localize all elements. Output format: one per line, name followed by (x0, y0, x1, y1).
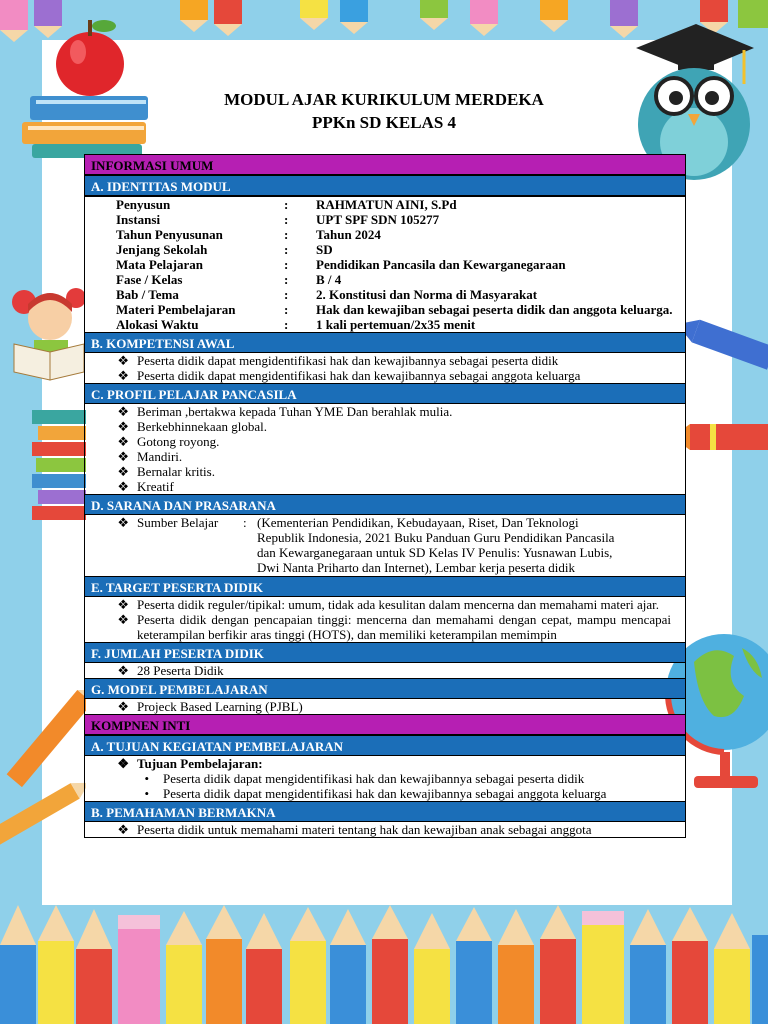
diamond-icon: ❖ (117, 597, 129, 612)
section-komponen-inti: KOMPNEN INTI (84, 714, 686, 735)
colon: : (243, 515, 247, 530)
list-item-text: Beriman ,bertakwa kepada Tuhan YME Dan berahlak mulia. (137, 404, 453, 419)
diamond-icon: ❖ (117, 353, 129, 368)
section-target-peserta: E. TARGET PESERTA DIDIK (84, 576, 686, 597)
tujuan-content (84, 756, 686, 801)
diamond-icon: ❖ (117, 479, 129, 494)
list-item (85, 434, 685, 449)
list-item-text: Berkebhinnekaan global. (137, 419, 267, 434)
bullet-icon: • (144, 771, 149, 786)
identitas-value: SD (316, 242, 333, 257)
identitas-row (85, 197, 685, 212)
colon: : (284, 212, 289, 227)
identitas-key: Jenjang Sekolah (116, 242, 208, 257)
profil-list (84, 404, 686, 494)
list-item (85, 464, 685, 479)
section-model-pembelajaran: G. MODEL PEMBELAJARAN (84, 678, 686, 699)
list-item (85, 515, 685, 530)
section-sarana-prasarana: D. SARANA DAN PRASARANA (84, 494, 686, 515)
section-tujuan-kegiatan: A. TUJUAN KEGIATAN PEMBELAJARAN (84, 735, 686, 756)
identitas-row (85, 257, 685, 272)
list-item (85, 663, 685, 678)
list-item (85, 597, 685, 612)
identitas-key: Bab / Tema (116, 287, 179, 302)
identitas-value: UPT SPF SDN 105277 (316, 212, 440, 227)
section-jumlah-peserta: F. JUMLAH PESERTA DIDIK (84, 642, 686, 663)
identitas-value: 2. Konstitusi dan Norma di Masyarakat (316, 287, 538, 302)
identitas-row (85, 242, 685, 257)
diamond-icon: ❖ (117, 699, 129, 714)
tujuan-heading: Tujuan Pembelajaran: (137, 756, 263, 771)
colon: : (284, 257, 289, 272)
list-item (85, 771, 685, 786)
list-item (85, 353, 685, 368)
list-item (85, 479, 685, 494)
diamond-icon: ❖ (117, 515, 129, 530)
list-item-text: Peserta didik dapat mengidentifikasi hak dan kewajibannya sebagai peserta didik (163, 771, 585, 786)
colon: : (284, 302, 289, 317)
list-item-text: Peserta didik dengan pencapaian tinggi: mencerna dan memahami dengan cepat, mampu mencapai keterampilan berfikir aras tinggi (HOTS), dan memiliki keterampilan memimpin (137, 612, 671, 642)
identitas-key: Tahun Penyusunan (116, 227, 223, 242)
kompetensi-list (84, 353, 686, 383)
identitas-value: B / 4 (316, 272, 342, 287)
jumlah-list (84, 663, 686, 678)
list-item-text: Bernalar kritis. (137, 464, 215, 479)
sumber-belajar-line: Dwi Nanta Priharto dan Internet), Lembar kerja peserta didik (257, 560, 576, 575)
identitas-value: RAHMATUN AINI, S.Pd (316, 197, 457, 212)
crayon-icon (686, 312, 768, 502)
section-profil-pelajar: C. PROFIL PELAJAR PANCASILA (84, 383, 686, 404)
diamond-icon: ❖ (117, 663, 129, 678)
identitas-key: Mata Pelajaran (116, 257, 204, 272)
list-item-text: Projeck Based Learning (PJBL) (137, 699, 303, 714)
list-item (85, 786, 685, 801)
diamond-icon: ❖ (117, 368, 129, 383)
identitas-row (85, 227, 685, 242)
list-item-text: Peserta didik dapat mengidentifikasi hak dan kewajibannya sebagai peserta didik (137, 353, 559, 368)
list-item-text: Peserta didik dapat mengidentifikasi hak dan kewajibannya sebagai anggota keluarga (163, 786, 607, 801)
diamond-icon: ❖ (117, 756, 129, 771)
identitas-key: Fase / Kelas (116, 272, 183, 287)
pemahaman-list (84, 822, 686, 838)
identitas-row (85, 212, 685, 227)
identitas-table (84, 196, 686, 332)
list-item (85, 756, 685, 771)
diamond-icon: ❖ (117, 434, 129, 449)
books-icon (32, 410, 86, 520)
list-item (85, 419, 685, 434)
page-title: MODUL AJAR KURIKULUM MERDEKA (224, 90, 544, 109)
list-item (85, 404, 685, 419)
sumber-belajar-line: dan Kewarganegaraan untuk SD Kelas IV Penulis: Yusnawan Lubis, (257, 545, 613, 560)
girl-reading-icon (10, 282, 84, 422)
colon: : (284, 227, 289, 242)
module-document (84, 154, 686, 838)
list-item-text: 28 Peserta Didik (137, 663, 224, 678)
sarana-content (84, 515, 686, 576)
identitas-key: Instansi (116, 212, 161, 227)
sumber-belajar-line: Republik Indonesia, 2021 Buku Panduan Guru Pendidikan Pancasila (257, 530, 615, 545)
list-item-text: Peserta didik dapat mengidentifikasi hak dan kewajibannya sebagai anggota keluarga (137, 368, 581, 383)
list-item-text: Gotong royong. (137, 434, 220, 449)
colon: : (284, 197, 289, 212)
pencil-icon (0, 690, 86, 850)
section-pemahaman-bermakna: B. PEMAHAMAN BERMAKNA (84, 801, 686, 822)
list-item-text: Mandiri. (137, 449, 183, 464)
identitas-key: Penyusun (116, 197, 171, 212)
colon: : (284, 287, 289, 302)
diamond-icon: ❖ (117, 419, 129, 434)
sumber-belajar-label: Sumber Belajar (137, 515, 219, 530)
target-list (84, 597, 686, 642)
identitas-value: Hak dan kewajiban sebagai peserta didik dan anggota keluarga. (316, 302, 673, 317)
list-item-text: Peserta didik reguler/tipikal: umum, tidak ada kesulitan dalam mencerna dan memahami materi ajar. (137, 597, 659, 612)
section-kompetensi-awal: B. KOMPETENSI AWAL (84, 332, 686, 353)
diamond-icon: ❖ (117, 449, 129, 464)
list-item-text: Peserta didik untuk memahami materi tentang hak dan kewajiban anak sebagai anggota (137, 822, 592, 837)
identitas-row (85, 287, 685, 302)
colon: : (284, 242, 289, 257)
pencil-icon (0, 905, 768, 1024)
list-item (85, 612, 685, 642)
diamond-icon: ❖ (117, 822, 129, 837)
section-informasi-umum: INFORMASI UMUM (84, 154, 686, 175)
diamond-icon: ❖ (117, 612, 129, 627)
list-item (85, 368, 685, 383)
diamond-icon: ❖ (117, 404, 129, 419)
page-subtitle: PPKn SD KELAS 4 (311, 113, 457, 132)
identitas-value: 1 kali pertemuan/2x35 menit (316, 317, 476, 332)
model-list (84, 699, 686, 714)
identitas-key: Alokasi Waktu (116, 317, 199, 332)
list-item (85, 699, 685, 714)
identitas-value: Tahun 2024 (316, 227, 381, 242)
colon: : (284, 272, 289, 287)
identitas-row (85, 302, 685, 317)
bullet-icon: • (144, 786, 149, 801)
identitas-value: Pendidikan Pancasila dan Kewarganegaraan (316, 257, 566, 272)
identitas-row (85, 272, 685, 287)
identitas-row (85, 317, 685, 332)
list-item-text: Kreatif (137, 479, 174, 494)
sumber-belajar-line: (Kementerian Pendidikan, Kebudayaan, Riset, Dan Teknologi (257, 515, 579, 530)
apple-icon (48, 14, 132, 98)
colon: : (284, 317, 289, 332)
list-item (85, 822, 685, 837)
list-item (85, 449, 685, 464)
section-identitas-modul: A. IDENTITAS MODUL (84, 175, 686, 196)
diamond-icon: ❖ (117, 464, 129, 479)
identitas-key: Materi Pembelajaran (116, 302, 236, 317)
